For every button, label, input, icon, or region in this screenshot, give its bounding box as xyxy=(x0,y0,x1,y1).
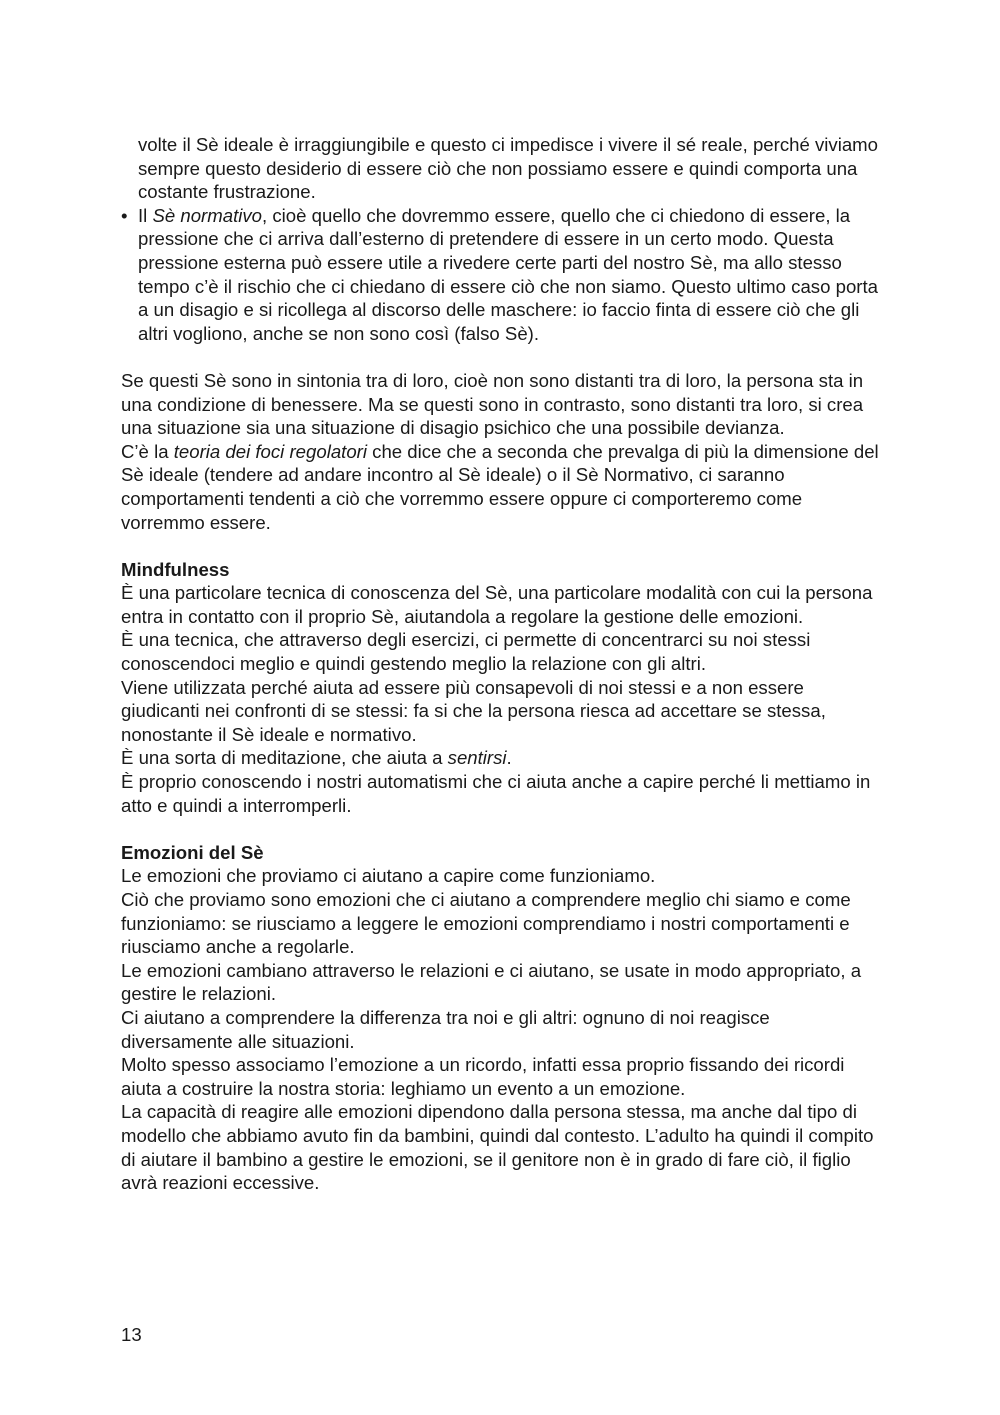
list-continuation-text: volte il Sè ideale è irraggiungibile e questo ci impedisce i vivere il sé reale, perché viviamo sempre questo desiderio di essere ciò che non possiamo essere e quindi comporta una costante frustrazione. xyxy=(138,134,878,203)
list-item-se-normativo xyxy=(121,204,883,346)
paragraph-mindfulness-3: Viene utilizzata perché aiuta ad essere più consapevoli di noi stessi e a non essere giudicanti nei confronti di se stessi: fa si che la persona riesca ad accettare se stessa, nonostante il Sè ideale e normativo. xyxy=(121,676,826,745)
bullet-icon: • xyxy=(121,204,128,226)
section-heading-emozioni: Emozioni del Sè xyxy=(121,841,264,863)
paragraph-end: . xyxy=(506,747,512,769)
list-item-text xyxy=(138,204,883,346)
page-number: 13 xyxy=(121,1324,142,1345)
paragraph-term: sentirsi xyxy=(447,747,507,769)
paragraph-gap xyxy=(121,817,883,841)
list-item-term: Sè normativo xyxy=(152,204,263,226)
paragraph-rest: che dice che a seconda che prevalga di più la dimensione del Sè ideale (tendere ad andare incontro al Sè ideale) o il Sè Normativo, ci saranno comportamenti tendenti a ciò che vorremmo essere oppure ci comporteremo come vorremmo essere. xyxy=(121,440,879,533)
paragraph-emozioni-6: La capacità di reagire alle emozioni dipendono dalla persona stessa, ma anche dal tipo di modello che abbiamo avuto fin da bambini, quindi dal contesto. L’adulto ha quindi il compito di aiutare il bambino a gestire le emozioni, se il genitore non è in grado di fare ciò, il figlio avrà reazioni eccessive. xyxy=(121,1101,874,1194)
paragraph-mindfulness-5: È proprio conoscendo i nostri automatismi che ci aiuta anche a capire perché li mettiamo in atto e quindi a interromperli. xyxy=(121,771,871,816)
section-heading-mindfulness: Mindfulness xyxy=(121,558,230,580)
paragraph-gap xyxy=(121,345,883,369)
paragraph-gap xyxy=(121,534,883,558)
paragraph-emozioni-2: Ciò che proviamo sono emozioni che ci aiutano a comprendere meglio chi siamo e come funzioniamo: se riusciamo a leggere le emozioni comprendiamo i nostri comportamenti e riusciamo anche a regolarle. xyxy=(121,889,851,958)
paragraph-benessere: Se questi Sè sono in sintonia tra di loro, cioè non sono distanti tra di loro, la persona sta in una condizione di benessere. Ma se questi sono in contrasto, sono distanti tra loro, si crea una situazione sia una situazione di disagio psichico che una possibile devianza. xyxy=(121,369,864,439)
paragraph-emozioni-4: Ci aiutano a comprendere la differenza tra noi e gli altri: ognuno di noi reagisce diversamente alle situazioni. xyxy=(121,1006,770,1052)
paragraph-foci-regolatori xyxy=(121,440,883,534)
paragraph-mindfulness-1: È una particolare tecnica di conoscenza del Sè, una particolare modalità con cui la persona entra in contatto con il proprio Sè, aiutandola a regolare la gestione delle emozioni. xyxy=(121,582,873,627)
page-body xyxy=(121,133,883,1195)
paragraph-mindfulness-4 xyxy=(121,746,883,770)
list-item-rest: , cioè quello che dovremmo essere, quello che ci chiedono di essere, la pressione che ci arriva dall’esterno di pretendere di essere in un certo modo. Questa pressione esterna può essere utile a rivedere certe parti del nostro Sè, ma allo stesso tempo c’è il rischio che ci chiedano di essere ciò che non siamo. Questo ultimo caso porta a un disagio e si ricollega al discorso delle maschere: io faccio finta di essere ciò che gli altri vogliono, anche se non sono così (falso Sè). xyxy=(138,204,878,344)
paragraph-mindfulness-2: È una tecnica, che attraverso degli esercizi, ci permette di concentrarci su noi stessi conoscendoci meglio e quindi gestendo meglio la relazione con gli altri. xyxy=(121,629,811,675)
paragraph-lead: C’è la xyxy=(121,440,174,462)
paragraph-emozioni-3: Le emozioni cambiano attraverso le relazioni e ci aiutano, se usate in modo appropriato, a gestire le relazioni. xyxy=(121,959,862,1005)
paragraph-lead: È una sorta di meditazione, che aiuta a xyxy=(121,747,448,769)
paragraph-term: teoria dei foci regolatori xyxy=(173,440,367,462)
paragraph-emozioni-1: Le emozioni che proviamo ci aiutano a capire come funzioniamo. xyxy=(121,865,656,887)
list-item-lead: Il xyxy=(138,204,153,226)
paragraph-emozioni-5: Molto spesso associamo l’emozione a un ricordo, infatti essa proprio fissando dei ricordi aiuta a costruire la nostra storia: leghiamo un evento a un emozione. xyxy=(121,1054,845,1099)
